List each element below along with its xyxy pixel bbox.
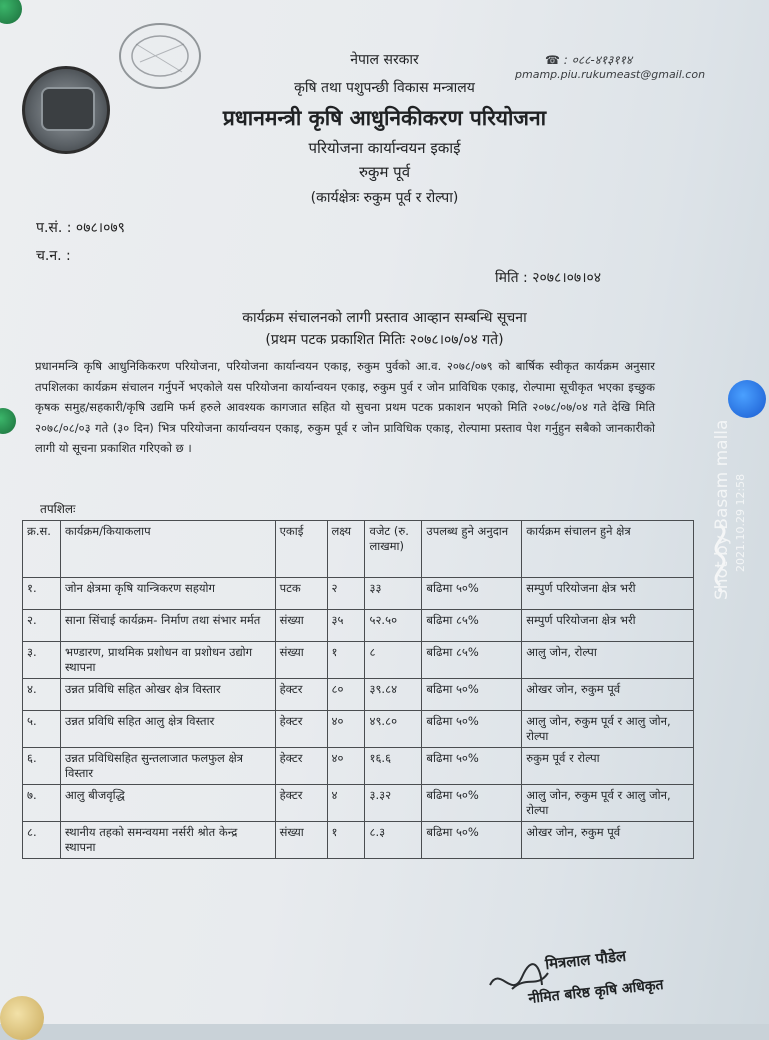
table-cell: ७. — [23, 785, 61, 822]
table-cell: ओखर जोन, रुकुम पूर्व — [522, 679, 694, 711]
table-cell: ३५ — [327, 610, 365, 642]
table-cell: सम्पुर्ण परियोजना क्षेत्र भरी — [522, 578, 694, 610]
phone-number: ☎ : ०८८-४१३११४ — [545, 53, 633, 67]
table-cell: ८ — [365, 642, 422, 679]
header-cell-program: कार्यक्रम/कियाकलाप — [60, 521, 275, 578]
table-cell: ३९.८४ — [365, 679, 422, 711]
table-cell: १६.६ — [365, 748, 422, 785]
program-table — [22, 520, 694, 859]
table-cell: हेक्टर — [275, 711, 327, 748]
signatory-name: मित्रलाल पौडेल — [544, 946, 627, 974]
watermark-text: Shot by Basam malla — [712, 419, 732, 600]
table-row — [23, 785, 694, 822]
watermark-timestamp: 2021.10.29 12:58 — [734, 473, 747, 572]
green-pin-icon — [0, 0, 22, 24]
ministry-name: कृषि तथा पशुपन्छी विकास मन्त्रालय — [294, 80, 475, 96]
notice-subtitle: (प्रथम पटक प्रकाशित मितिः २०७८।०७/०४ गते) — [265, 332, 504, 348]
table-cell: उन्नत प्रविधि सहित आलु क्षेत्र विस्तार — [60, 711, 275, 748]
table-cell: संख्या — [275, 642, 327, 679]
header-cell-serial: क्र.स. — [23, 521, 61, 578]
table-header-row — [23, 521, 694, 578]
blue-pin-icon — [728, 380, 766, 418]
table-cell: बढिमा ५०% — [422, 679, 522, 711]
table-cell: बढिमा ५०% — [422, 748, 522, 785]
table-cell: हेक्टर — [275, 748, 327, 785]
table-cell: बढिमा ५०% — [422, 578, 522, 610]
table-cell: आलु बीजवृद्धि — [60, 785, 275, 822]
table-cell: बढिमा ८५% — [422, 642, 522, 679]
table-cell: संख्या — [275, 610, 327, 642]
notice-date: मिति : २०७८।०७।०४ — [495, 270, 602, 286]
table-cell: ३. — [23, 642, 61, 679]
table-cell: २. — [23, 610, 61, 642]
table-cell: पटक — [275, 578, 327, 610]
table-cell: बढिमा ५०% — [422, 785, 522, 822]
table-cell: आलु जोन, रुकुम पूर्व र आलु जोन, रोल्पा — [522, 785, 694, 822]
table-cell: ४९.८० — [365, 711, 422, 748]
table-cell: सम्पुर्ण परियोजना क्षेत्र भरी — [522, 610, 694, 642]
letter-number: प.सं. : ०७८।०७९ — [36, 220, 125, 236]
table-row — [23, 748, 694, 785]
district-name: रुकुम पूर्व — [358, 163, 411, 181]
table-cell: १ — [327, 822, 365, 859]
table-cell: हेक्टर — [275, 785, 327, 822]
table-cell: हेक्टर — [275, 679, 327, 711]
table-row — [23, 711, 694, 748]
table-cell: आलु जोन, रुकुम पूर्व र आलु जोन, रोल्पा — [522, 711, 694, 748]
table-cell: भण्डारण, प्राथमिक प्रशोधन वा प्रशोधन उद्योग स्थापना — [60, 642, 275, 679]
header-cell-area: कार्यक्रम संचालन हुने क्षेत्र — [522, 521, 694, 578]
project-name: प्रधानमन्त्री कृषि आधुनिकीकरण परियोजना — [222, 106, 547, 130]
table-cell: बढिमा ८५% — [422, 610, 522, 642]
table-cell: संख्या — [275, 822, 327, 859]
government-name: नेपाल सरकार — [350, 52, 419, 68]
header-cell-budget: वजेट (रु. लाखमा) — [365, 521, 422, 578]
table-cell: ३.३२ — [365, 785, 422, 822]
table-cell: स्थानीय तहको समन्वयमा नर्सरी श्रोत केन्द्र स्थापना — [60, 822, 275, 859]
table-cell: जोन क्षेत्रमा कृषि यान्त्रिकरण सहयोग — [60, 578, 275, 610]
schedule-label: तपशिलः — [40, 502, 76, 516]
dispatch-number: च.न. : — [36, 248, 71, 264]
table-cell: उन्नत प्रविधिसहित सुन्तलाजात फलफुल क्षेत्र विस्तार — [60, 748, 275, 785]
table-row — [23, 822, 694, 859]
table-cell: १ — [327, 642, 365, 679]
green-pin-icon — [0, 408, 16, 434]
table-cell: ३३ — [365, 578, 422, 610]
table-cell: आलु जोन, रोल्पा — [522, 642, 694, 679]
table-cell: ५२.५० — [365, 610, 422, 642]
table-cell: ४ — [327, 785, 365, 822]
table-cell: ४० — [327, 711, 365, 748]
table-row — [23, 679, 694, 711]
table-cell: ८० — [327, 679, 365, 711]
table-cell: ४. — [23, 679, 61, 711]
yellow-pin-icon — [0, 996, 44, 1040]
table-cell: साना सिंचाई कार्यक्रम- निर्माण तथा संभार मर्मत — [60, 610, 275, 642]
table-row — [23, 610, 694, 642]
table-cell: ५. — [23, 711, 61, 748]
header-cell-grant: उपलब्ध हुने अनुदान — [422, 521, 522, 578]
table-cell: १. — [23, 578, 61, 610]
signatory-post: नीमित बरिष्ठ कृषि अधिकृत — [527, 976, 665, 1008]
work-area: (कार्यक्षेत्रः रुकुम पूर्व र रोल्पा) — [310, 190, 459, 206]
table-cell: बढिमा ५०% — [422, 711, 522, 748]
table-cell: ४० — [327, 748, 365, 785]
unit-name: परियोजना कार्यान्वयन इकाई — [308, 139, 461, 157]
table-cell: रुकुम पूर्व र रोल्पा — [522, 748, 694, 785]
header-cell-unit: एकाई — [275, 521, 327, 578]
table-cell: ८.३ — [365, 822, 422, 859]
table-cell: बढिमा ५०% — [422, 822, 522, 859]
table-cell: ओखर जोन, रुकुम पूर्व — [522, 822, 694, 859]
table-row — [23, 642, 694, 679]
table-cell: २ — [327, 578, 365, 610]
table-cell: उन्नत प्रविधि सहित ओखर क्षेत्र विस्तार — [60, 679, 275, 711]
email-address: pmamp.piu.rukumeast@gmail.con — [515, 68, 706, 81]
notice-title: कार्यक्रम संचालनको लागी प्रस्ताव आव्हान सम्बन्धि सूचना — [242, 310, 527, 326]
table-row — [23, 578, 694, 610]
table-cell: ६. — [23, 748, 61, 785]
header-cell-target: लक्ष्य — [327, 521, 365, 578]
table-cell: ८. — [23, 822, 61, 859]
notice-body: प्रधानमन्त्रि कृषि आधुनिकिकरण परियोजना, परियोजना कार्यान्वयन एकाइ, रुकुम पुर्वको आ.व. २०७८/०७९ को बार्षिक स्वीकृत कार्यक्रम अनुसार तपशिलका कार्यक्रम संचालन गर्नुपर्ने भएकोले यस परियोजना कार्यान्वयन एकाइ, रुकुम पुर्व र जोन प्राविधिक एकाइ, रोल्पामा सूचीकृत भएका इच्छुक कृषक समुह/सहकारी/कृषि उद्यमि फर्म हरुले आवश्यक कागजात सहित यो सुचना प्रथम पटक प्रकाशन भएको मिति २०७८/०७/०४ गते देखि मिति २०७८/०८/०३ गते (३० दिन) भित्र परियोजना कार्यान्वयन एकाइ, रुकुम पूर्व र जोन प्राविधिक एकाइ, रोल्पामा प्रस्ताव पेश गर्नुहुन सबैको जानकारीको लागी यो सूचना प्रकाशित गरिएको छ । — [35, 359, 655, 455]
